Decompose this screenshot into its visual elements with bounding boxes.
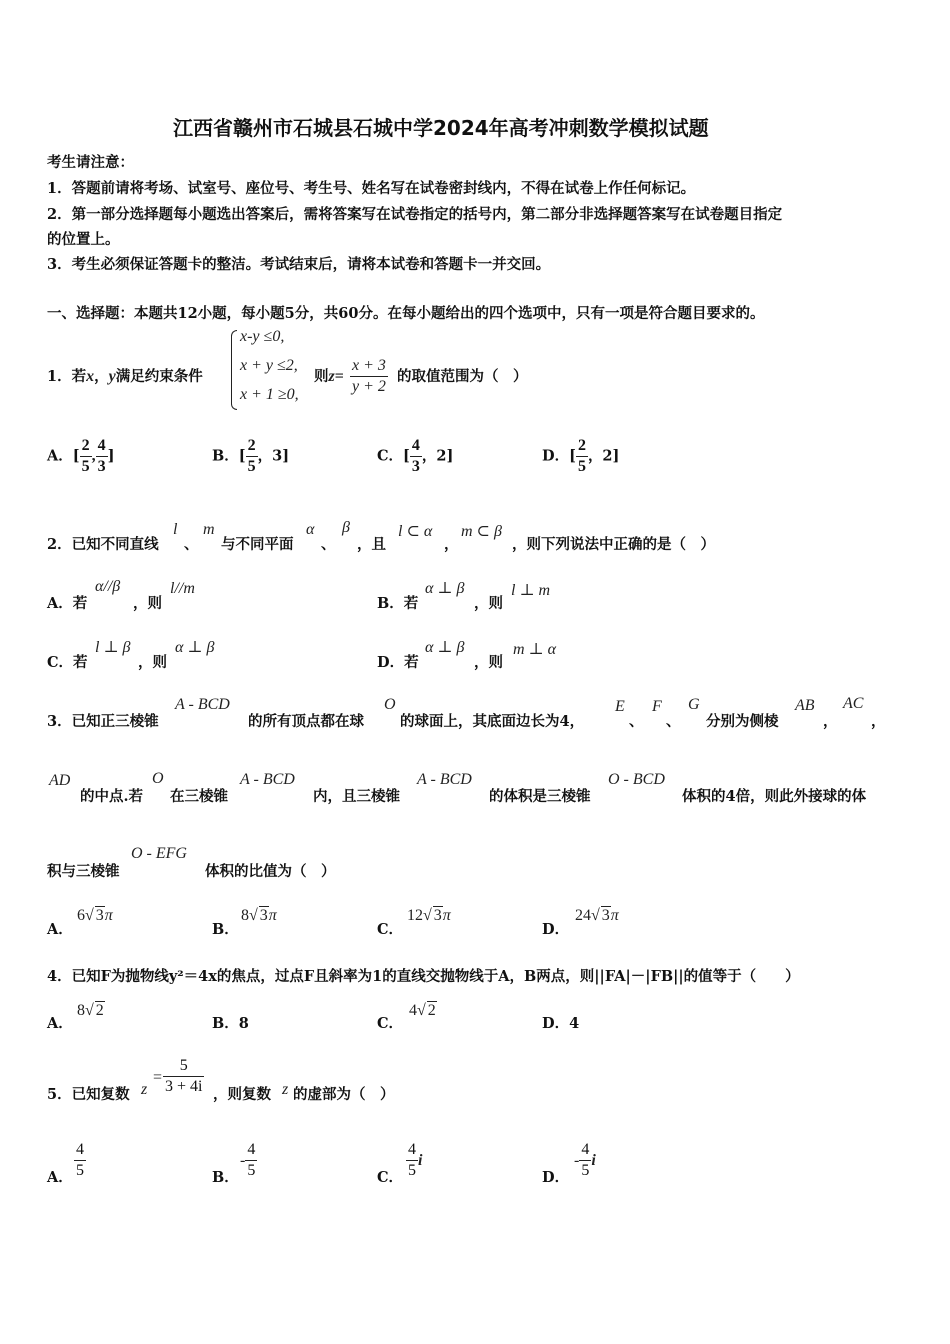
q2-c-then: ，则 bbox=[138, 654, 167, 671]
question-1-fraction: $\frac{x + 3}{y + 2}$ bbox=[352, 357, 386, 395]
question-4-stem: 4．已知F为抛物线y²＝4x的焦点，过点F且斜率为1的直线交抛物线于A，B两点，则||FA|－|FB||的值等于（ ） bbox=[47, 968, 800, 985]
constraint-2: x + y ≤2, bbox=[240, 357, 298, 374]
q4-option-a[interactable]: A． bbox=[47, 1015, 73, 1032]
question-2-stem: 2．已知不同直线 bbox=[47, 536, 159, 553]
q5-b-value: - $\frac{4}{5}$ bbox=[240, 1141, 256, 1179]
q5-d-value: - $\frac{4}{5}$ i bbox=[574, 1141, 596, 1179]
q5-suffix: 的虚部为（ ） bbox=[293, 1086, 395, 1103]
constraint-brace bbox=[231, 330, 237, 410]
q3-comma-1: ， bbox=[823, 713, 838, 730]
q5-option-a[interactable]: A． bbox=[47, 1169, 73, 1186]
constraint-1: x-y ≤0, bbox=[240, 328, 285, 345]
q3-b-value: 8√ 3π bbox=[241, 907, 277, 924]
edge-ac: AC bbox=[843, 695, 864, 712]
l-subset-alpha: l ⊂ α bbox=[398, 523, 433, 540]
question-1-then: 则z= bbox=[314, 368, 344, 385]
q3-text-4: 的中点.若 bbox=[80, 788, 144, 805]
point-g: G bbox=[688, 696, 700, 713]
q5-option-b[interactable]: B． bbox=[212, 1169, 239, 1186]
q2-a-result: l//m bbox=[170, 580, 195, 597]
q3-text-6: 内，且三棱锥 bbox=[313, 788, 400, 805]
q3-text-1: 的所有顶点都在球 bbox=[248, 713, 364, 730]
q3-d-value: 24√ 3π bbox=[575, 907, 619, 924]
q3-sep-1: 、 bbox=[629, 713, 644, 730]
q3-option-b[interactable]: B． bbox=[212, 921, 239, 938]
q2-b-cond: α ⊥ β bbox=[425, 580, 465, 597]
q2-b-result: l ⊥ m bbox=[511, 582, 551, 599]
section-heading: 一、选择题：本题共12小题，每小题5分，共60分。在每小题给出的四个选项中，只有一项是符合题目要求的。 bbox=[47, 305, 765, 322]
q3-text-10: 体积的比值为（ ） bbox=[205, 863, 336, 880]
q2-mid-1: 与不同平面 bbox=[221, 536, 294, 553]
q3-text-5: 在三棱锥 bbox=[170, 788, 228, 805]
q5-option-d[interactable]: D． bbox=[542, 1169, 570, 1186]
point-e: E bbox=[615, 698, 625, 715]
page-title: 江西省赣州市石城县石城中学2024年高考冲刺数学模拟试题 bbox=[173, 116, 709, 140]
q4-a-value: 8√ 2 bbox=[77, 1002, 104, 1019]
question-3-stem: 3．已知正三棱锥 bbox=[47, 713, 159, 730]
q2-suffix: ，则下列说法中正确的是（ ） bbox=[512, 536, 715, 553]
q3-option-d[interactable]: D． bbox=[542, 921, 570, 938]
q2-d-then: ，则 bbox=[474, 654, 503, 671]
q2-sep-1: 、 bbox=[184, 536, 199, 553]
q1-option-d[interactable]: D．[ $\frac{2}{5}$ ，2] bbox=[542, 437, 620, 475]
pyramid-oefg: O - EFG bbox=[131, 845, 187, 862]
q5-z: z bbox=[141, 1081, 148, 1098]
q3-option-a[interactable]: A． bbox=[47, 921, 73, 938]
line-m: m bbox=[203, 521, 215, 538]
pyramid-abcd: A - BCD bbox=[175, 696, 230, 713]
notice-item-1: 1．答题前请将考场、试室号、座位号、考生号、姓名写在试卷密封线内，不得在试卷上作任何标记。 bbox=[47, 180, 696, 197]
q2-option-d[interactable]: D．若 bbox=[377, 654, 419, 671]
line-l: l bbox=[173, 521, 178, 538]
edge-ad: AD bbox=[49, 772, 71, 789]
q2-c-cond: l ⊥ β bbox=[95, 639, 131, 656]
sphere-o: O bbox=[384, 696, 396, 713]
question-5-stem: 5．已知复数 bbox=[47, 1086, 130, 1103]
q3-text-2: 的球面上，其底面边长为4， bbox=[400, 713, 585, 730]
constraint-3: x + 1 ≥0, bbox=[240, 386, 299, 403]
q3-sep-2: 、 bbox=[666, 713, 681, 730]
q3-text-9: 积与三棱锥 bbox=[47, 863, 120, 880]
q2-d-cond: α ⊥ β bbox=[425, 639, 465, 656]
plane-beta: β bbox=[342, 519, 350, 536]
q2-sep-2: 、 bbox=[321, 536, 336, 553]
plane-alpha: α bbox=[306, 521, 315, 538]
pyramid-abcd-2: A - BCD bbox=[240, 771, 295, 788]
q3-option-c[interactable]: C． bbox=[377, 921, 404, 938]
pyramid-abcd-3: A - BCD bbox=[417, 771, 472, 788]
q2-mid-2: ，且 bbox=[357, 536, 386, 553]
q2-b-then: ，则 bbox=[474, 595, 503, 612]
q3-text-3: 分别为侧棱 bbox=[706, 713, 779, 730]
q5-z-2: z bbox=[282, 1081, 289, 1098]
edge-ab: AB bbox=[795, 697, 815, 714]
notice-item-2-cont: 的位置上。 bbox=[47, 231, 120, 248]
question-1-suffix: 的取值范围为（ ） bbox=[397, 368, 528, 385]
q1-option-a[interactable]: A．[ $\frac{2}{5}$ , $\frac{4}{3}$ ] bbox=[47, 437, 115, 475]
q3-a-value: 6√ 3π bbox=[77, 907, 113, 924]
q1-option-b[interactable]: B．[ $\frac{2}{5}$ ，3] bbox=[212, 437, 290, 475]
q3-c-value: 12√ 3π bbox=[407, 907, 451, 924]
q4-option-c[interactable]: C． bbox=[377, 1015, 404, 1032]
point-o: O bbox=[152, 770, 164, 787]
q2-option-c[interactable]: C．若 bbox=[47, 654, 88, 671]
q2-comma: ， bbox=[444, 536, 459, 553]
q2-d-result: m ⊥ α bbox=[513, 641, 556, 658]
q1-option-c[interactable]: C．[ $\frac{4}{3}$ ，2] bbox=[377, 437, 454, 475]
q3-comma-2: ， bbox=[871, 713, 886, 730]
question-1-stem: 1．若x，y满足约束条件 bbox=[47, 368, 203, 385]
q5-a-value: $\frac{4}{5}$ bbox=[76, 1141, 84, 1179]
point-f: F bbox=[652, 698, 662, 715]
notice-item-3: 3．考生必须保证答题卡的整洁。考试结束后，请将本试卷和答题卡一并交回。 bbox=[47, 256, 551, 273]
q5-c-value: $\frac{4}{5}$ i bbox=[408, 1141, 423, 1179]
q4-option-d[interactable]: D．4 bbox=[542, 1015, 580, 1032]
notice-heading: 考生请注意： bbox=[47, 154, 134, 171]
q3-text-8: 体积的4倍，则此外接球的体 bbox=[682, 788, 867, 805]
q4-c-value: 4√ 2 bbox=[409, 1002, 436, 1019]
notice-item-2: 2．第一部分选择题每小题选出答案后，需将答案写在试卷指定的括号内，第二部分非选择题答案写在试卷题目指定 bbox=[47, 206, 783, 223]
pyramid-obcd: O - BCD bbox=[608, 771, 665, 788]
q5-equals: = bbox=[153, 1069, 163, 1086]
q2-a-then: ，则 bbox=[133, 595, 162, 612]
q2-option-b[interactable]: B．若 bbox=[377, 595, 419, 612]
q2-c-result: α ⊥ β bbox=[175, 639, 215, 656]
q4-option-b[interactable]: B．8 bbox=[212, 1015, 249, 1032]
q3-text-7: 的体积是三棱锥 bbox=[489, 788, 591, 805]
q2-a-cond: α//β bbox=[95, 578, 121, 595]
q5-mid: ，则复数 bbox=[213, 1086, 271, 1103]
q5-fraction: $\frac{5}{3 + 4i}$ bbox=[165, 1057, 203, 1095]
m-subset-beta: m ⊂ β bbox=[461, 523, 502, 540]
q5-option-c[interactable]: C． bbox=[377, 1169, 404, 1186]
q2-option-a[interactable]: A．若 bbox=[47, 595, 88, 612]
